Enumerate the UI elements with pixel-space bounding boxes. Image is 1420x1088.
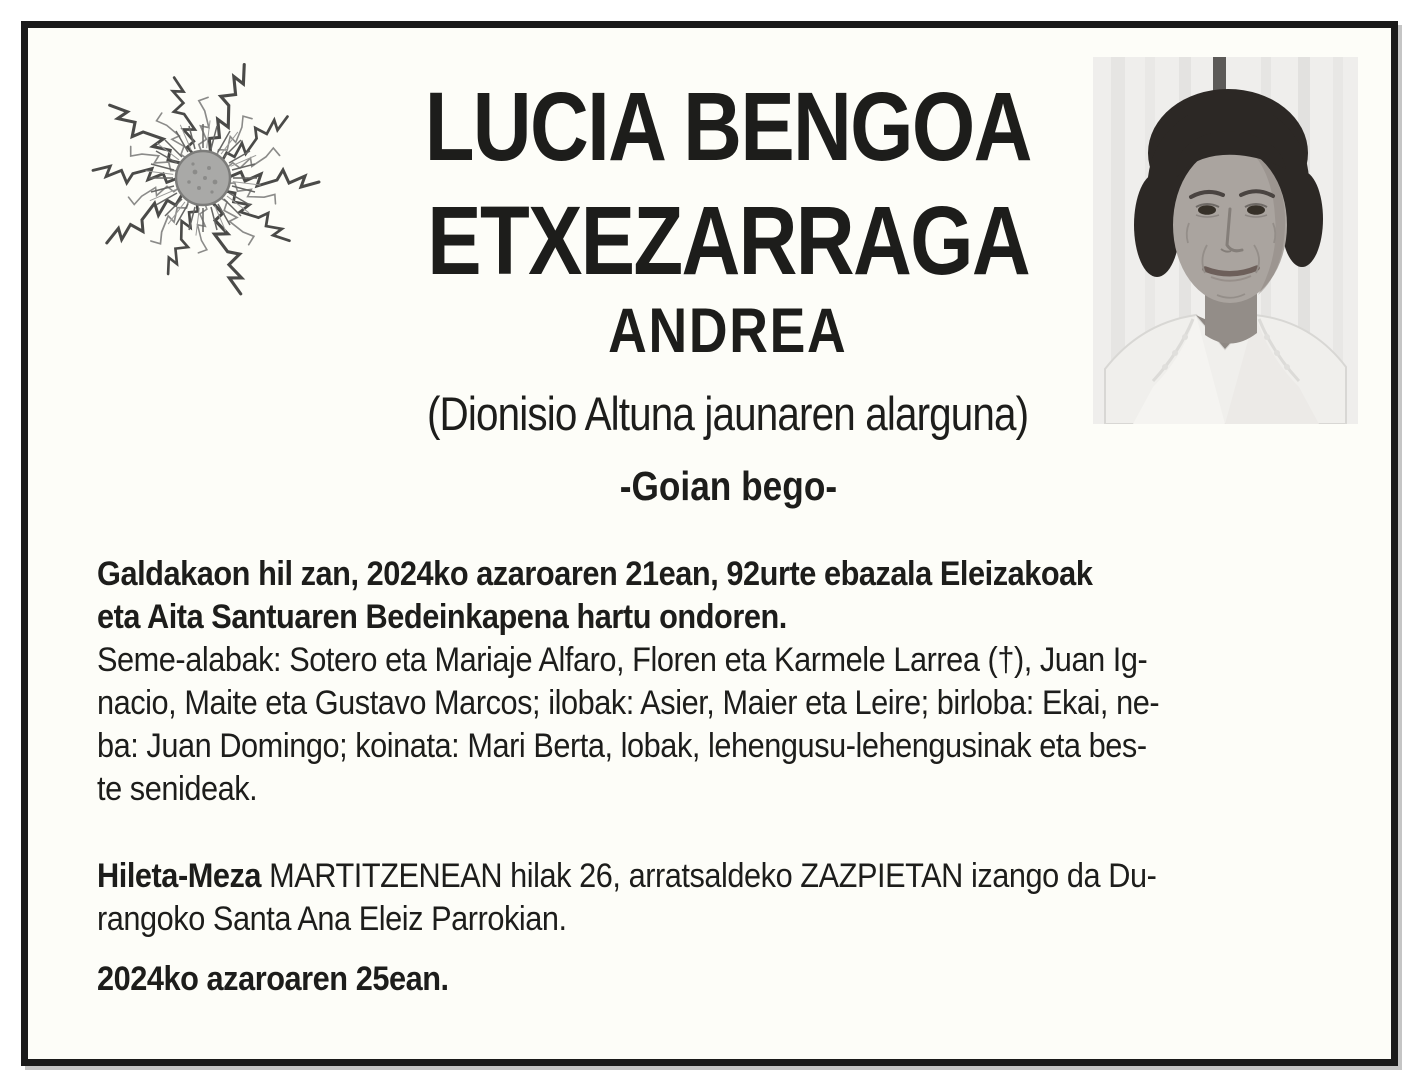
paragraph-gap [97,811,1357,855]
body-text [97,553,1357,1001]
honorific-text: ANDREA [608,296,848,366]
funeral-line1-rest: MARTITZENEAN hilak 26, arratsaldeko ZAZPIETAN izango da Du- [261,857,1157,895]
deceased-name-line2 [268,186,1188,295]
family-line3: ba: Juan Domingo; koinata: Mari Berta, lobak, lehengusu-lehengusinak eta bes- [97,727,1147,765]
funeral-line2: rangoko Santa Ana Eleiz Parrokian. [97,900,567,938]
date-gap [97,941,1357,958]
motto-text: -Goian bego- [619,463,837,509]
date-line: 2024ko azaroaren 25ean. [97,960,449,998]
funeral-line1 [97,855,1218,898]
relation-line [268,387,1188,440]
death-announcement-line2: eta Aita Santuaren Bedeinkapena hartu ondoren. [97,598,787,636]
motto-line [268,463,1188,509]
family-line2: nacio, Maite eta Gustavo Marcos; ilobak: Asier, Maier eta Leire; birloba: Ekai, ne- [97,684,1160,722]
family-line4: te senideak. [97,770,258,808]
death-announcement-line1: Galdakaon hil zan, 2024ko azaroaren 21ean, 92urte ebazala Eleizakoak [97,555,1093,593]
deceased-name-line1-text: LUCIA BENGOA [424,72,1032,181]
relation-text: (Dionisio Altuna jaunaren alarguna) [427,387,1029,440]
funeral-label: Hileta-Meza [97,857,262,895]
honorific [268,296,1188,366]
deceased-name-line1 [268,72,1188,181]
family-line1: Seme-alabak: Sotero eta Mariaje Alfaro, Floren eta Karmele Larrea (†), Juan Ig- [97,641,1148,679]
deceased-name-line2-text: ETXEZARRAGA [427,186,1029,295]
obituary-frame [21,21,1398,1066]
